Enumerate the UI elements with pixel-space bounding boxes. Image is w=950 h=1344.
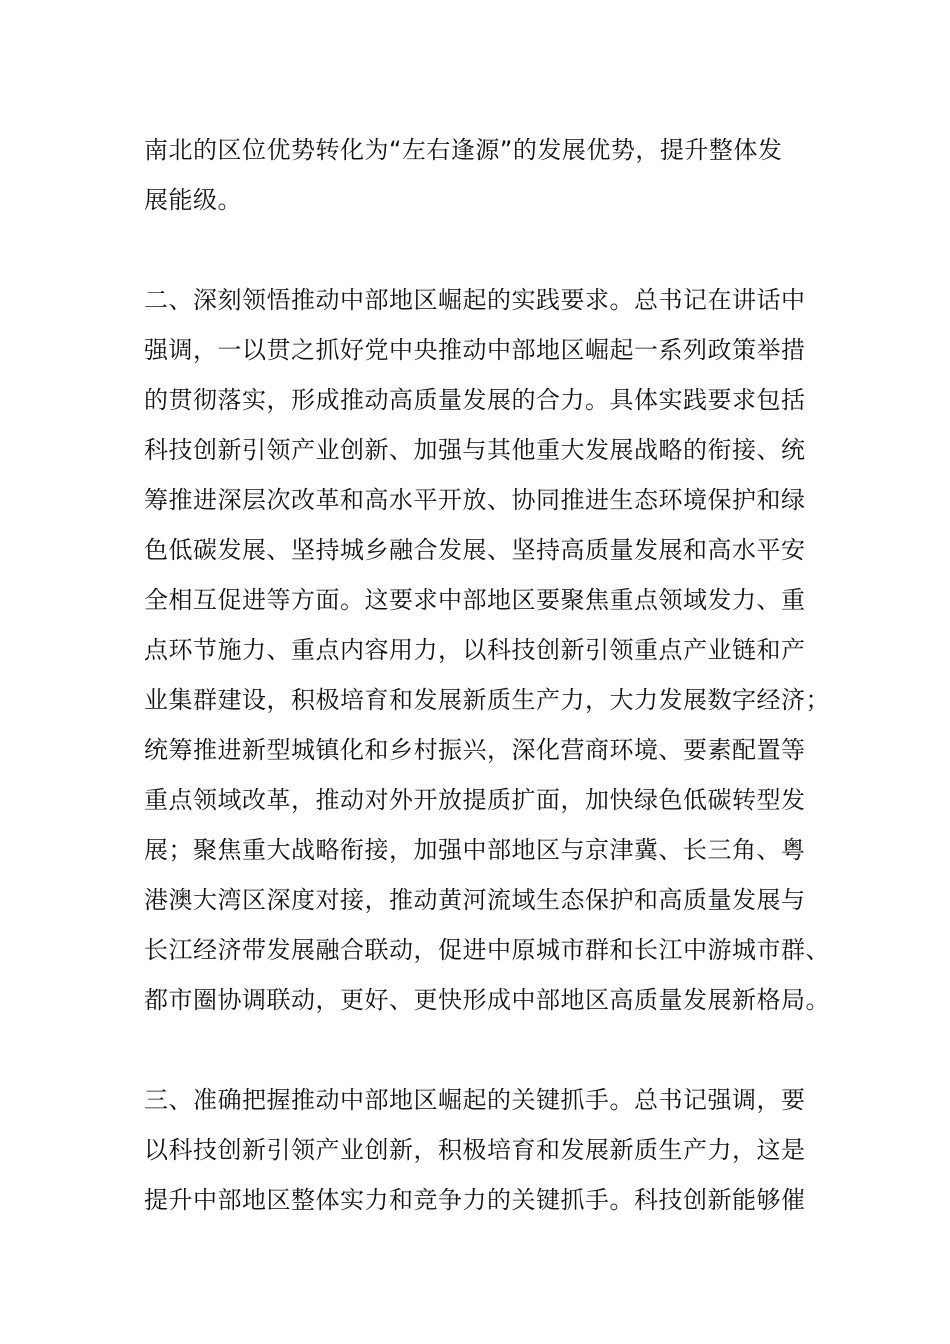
text-line: 港澳大湾区深度对接，推动黄河流域生态保护和高质量发展与 bbox=[144, 886, 806, 914]
text-line: 都市圈协调联动，更好、更快形成中部地区高质量发展新格局。 bbox=[144, 986, 830, 1014]
text-line: 全相互促进等方面。这要求中部地区要聚焦重点领域发力、重 bbox=[144, 586, 806, 614]
text-line: 色低碳发展、坚持城乡融合发展、坚持高质量发展和高水平安 bbox=[144, 536, 806, 564]
text-line: 以科技创新引领产业创新，积极培育和发展新质生产力，这是 bbox=[144, 1136, 806, 1164]
paragraph-3 bbox=[144, 1075, 824, 1225]
text-line: 点环节施力、重点内容用力，以科技创新引领重点产业链和产 bbox=[144, 636, 806, 664]
document-body bbox=[144, 125, 830, 1225]
text-line: 提升中部地区整体实力和竞争力的关键抓手。科技创新能够催 bbox=[144, 1186, 806, 1214]
text-line: 统筹推进新型城镇化和乡村振兴，深化营商环境、要素配置等 bbox=[144, 736, 806, 764]
text-line: 长江经济带发展融合联动，促进中原城市群和长江中游城市群、 bbox=[144, 936, 830, 964]
paragraph-2 bbox=[144, 275, 830, 1025]
text-line: 筹推进深层次改革和高水平开放、协同推进生态环境保护和绿 bbox=[144, 486, 806, 514]
paragraph-spacer bbox=[144, 1025, 824, 1075]
text-line: 展；聚焦重大战略衔接，加强中部地区与京津冀、长三角、粤 bbox=[144, 836, 806, 864]
paragraph-spacer bbox=[144, 225, 824, 275]
text-line: 重点领域改革，推动对外开放提质扩面，加快绿色低碳转型发 bbox=[144, 786, 806, 814]
text-line: 的贯彻落实，形成推动高质量发展的合力。具体实践要求包括 bbox=[144, 386, 806, 414]
text-line: 三、准确把握推动中部地区崛起的关键抓手。总书记强调，要 bbox=[144, 1086, 806, 1114]
text-line: 二、深刻领悟推动中部地区崛起的实践要求。总书记在讲话中 bbox=[144, 286, 806, 314]
text-line: 展能级。 bbox=[144, 186, 242, 214]
text-line: 业集群建设，积极培育和发展新质生产力，大力发展数字经济； bbox=[144, 686, 830, 714]
paragraph-1 bbox=[144, 125, 824, 225]
text-line: 科技创新引领产业创新、加强与其他重大发展战略的衔接、统 bbox=[144, 436, 806, 464]
text-line: 南北的区位优势转化为“左右逢源”的发展优势，提升整体发 bbox=[144, 136, 783, 164]
text-line: 强调，一以贯之抓好党中央推动中部地区崛起一系列政策举措 bbox=[144, 336, 806, 364]
